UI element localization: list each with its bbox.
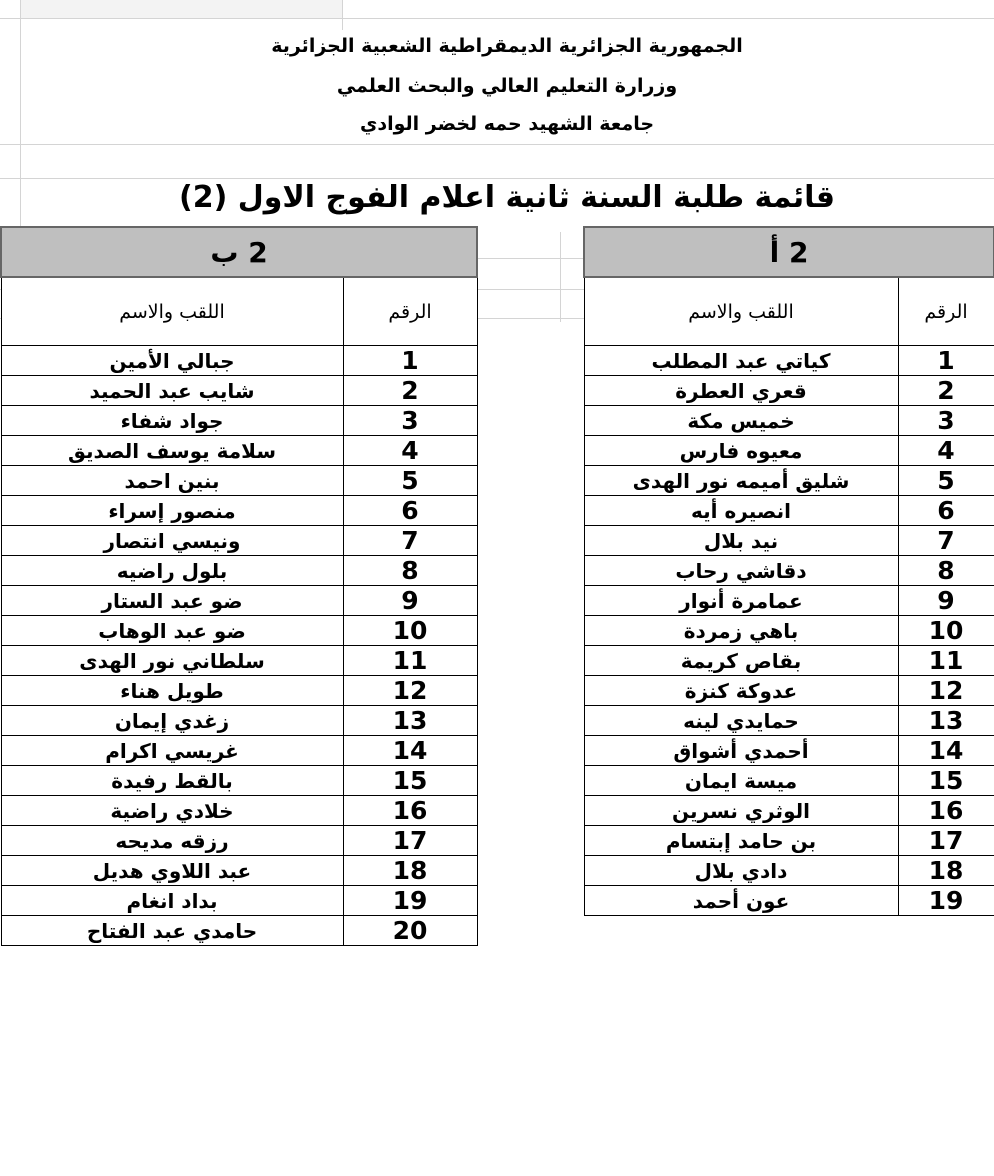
student-name: دادي بلال bbox=[584, 856, 898, 886]
table-row bbox=[584, 856, 994, 886]
student-name: حامدي عبد الفتاح bbox=[1, 916, 343, 946]
student-name: عون أحمد bbox=[584, 886, 898, 916]
student-number: 18 bbox=[343, 856, 477, 886]
student-name: عمامرة أنوار bbox=[584, 586, 898, 616]
student-name: بن حامد إبتسام bbox=[584, 826, 898, 856]
student-number: 9 bbox=[898, 586, 994, 616]
student-number: 19 bbox=[898, 886, 994, 916]
table-row bbox=[584, 796, 994, 826]
student-number: 1 bbox=[343, 346, 477, 376]
table-row bbox=[584, 526, 994, 556]
table-row bbox=[584, 766, 994, 796]
student-name: ونيسي انتصار bbox=[1, 526, 343, 556]
table-row bbox=[1, 706, 477, 736]
table-row bbox=[1, 646, 477, 676]
roster-table-group-a bbox=[583, 226, 994, 916]
table-row bbox=[584, 826, 994, 856]
table-row bbox=[1, 466, 477, 496]
student-name: رزقه مديحه bbox=[1, 826, 343, 856]
student-name: خميس مكة bbox=[584, 406, 898, 436]
student-number: 19 bbox=[343, 886, 477, 916]
table-row bbox=[1, 526, 477, 556]
column-header-name: اللقب والاسم bbox=[584, 277, 898, 346]
student-number: 13 bbox=[343, 706, 477, 736]
header-ministry: وزرارة التعليم العالي والبحث العلمي bbox=[336, 75, 678, 97]
sheet-corner-cell bbox=[20, 0, 342, 18]
student-number: 3 bbox=[343, 406, 477, 436]
group-title: 2 أ bbox=[584, 227, 994, 277]
student-name: عبد اللاوي هديل bbox=[1, 856, 343, 886]
table-row bbox=[584, 466, 994, 496]
group-title: 2 ب bbox=[1, 227, 477, 277]
student-number: 17 bbox=[343, 826, 477, 856]
student-number: 5 bbox=[898, 466, 994, 496]
grid-line bbox=[342, 0, 343, 30]
table-row bbox=[1, 346, 477, 376]
student-name: زغدي إيمان bbox=[1, 706, 343, 736]
student-number: 12 bbox=[898, 676, 994, 706]
student-name: قعري العطرة bbox=[584, 376, 898, 406]
grid-line bbox=[560, 232, 561, 322]
student-name: نيد بلال bbox=[584, 526, 898, 556]
student-number: 10 bbox=[343, 616, 477, 646]
table-row bbox=[1, 436, 477, 466]
student-name: بداد انغام bbox=[1, 886, 343, 916]
table-row bbox=[1, 826, 477, 856]
student-name: منصور إسراء bbox=[1, 496, 343, 526]
table-row bbox=[1, 406, 477, 436]
column-header-number: الرقم bbox=[898, 277, 994, 346]
table-row bbox=[1, 736, 477, 766]
page-title: قائمة طلبة السنة ثانية اعلام الفوج الاول (2) bbox=[179, 180, 835, 215]
student-number: 8 bbox=[343, 556, 477, 586]
student-number: 11 bbox=[343, 646, 477, 676]
table-row bbox=[584, 586, 994, 616]
student-name: بنين احمد bbox=[1, 466, 343, 496]
student-name: جواد شفاء bbox=[1, 406, 343, 436]
table-row bbox=[1, 796, 477, 826]
student-name: سلطاني نور الهدى bbox=[1, 646, 343, 676]
table-row bbox=[584, 706, 994, 736]
table-row bbox=[1, 556, 477, 586]
table-row bbox=[1, 376, 477, 406]
student-name: كياتي عبد المطلب bbox=[584, 346, 898, 376]
column-header-number: الرقم bbox=[343, 277, 477, 346]
student-name: ضو عبد الوهاب bbox=[1, 616, 343, 646]
student-number: 4 bbox=[343, 436, 477, 466]
table-row bbox=[1, 886, 477, 916]
student-name: جبالي الأمين bbox=[1, 346, 343, 376]
student-number: 5 bbox=[343, 466, 477, 496]
student-name: ميسة ايمان bbox=[584, 766, 898, 796]
student-number: 15 bbox=[898, 766, 994, 796]
student-number: 3 bbox=[898, 406, 994, 436]
table-row bbox=[584, 436, 994, 466]
student-name: عدوكة كنزة bbox=[584, 676, 898, 706]
student-number: 11 bbox=[898, 646, 994, 676]
student-number: 10 bbox=[898, 616, 994, 646]
student-name: معيوه فارس bbox=[584, 436, 898, 466]
student-number: 2 bbox=[898, 376, 994, 406]
student-number: 14 bbox=[898, 736, 994, 766]
table-row bbox=[1, 916, 477, 946]
student-number: 16 bbox=[898, 796, 994, 826]
table-row bbox=[1, 586, 477, 616]
roster-table-group-b bbox=[0, 226, 478, 946]
student-number: 12 bbox=[343, 676, 477, 706]
student-number: 7 bbox=[898, 526, 994, 556]
student-number: 20 bbox=[343, 916, 477, 946]
student-name: انصيره أيه bbox=[584, 496, 898, 526]
table-row bbox=[1, 856, 477, 886]
table-row bbox=[584, 496, 994, 526]
student-number: 1 bbox=[898, 346, 994, 376]
student-number: 18 bbox=[898, 856, 994, 886]
student-number: 15 bbox=[343, 766, 477, 796]
student-number: 8 bbox=[898, 556, 994, 586]
table-row bbox=[584, 346, 994, 376]
table-row bbox=[1, 496, 477, 526]
table-row bbox=[584, 676, 994, 706]
student-number: 16 bbox=[343, 796, 477, 826]
table-row bbox=[1, 766, 477, 796]
student-name: سلامة يوسف الصديق bbox=[1, 436, 343, 466]
table-row bbox=[584, 556, 994, 586]
header-university: جامعة الشهيد حمه لخضر الوادي bbox=[359, 113, 655, 135]
student-number: 6 bbox=[343, 496, 477, 526]
student-number: 6 bbox=[898, 496, 994, 526]
table-row bbox=[584, 616, 994, 646]
column-header-name: اللقب والاسم bbox=[1, 277, 343, 346]
student-number: 4 bbox=[898, 436, 994, 466]
grid-line bbox=[0, 144, 994, 145]
roster-rows bbox=[584, 346, 994, 916]
student-number: 13 bbox=[898, 706, 994, 736]
student-number: 14 bbox=[343, 736, 477, 766]
student-name: طويل هناء bbox=[1, 676, 343, 706]
student-name: بالقط رفيدة bbox=[1, 766, 343, 796]
student-name: بلول راضيه bbox=[1, 556, 343, 586]
student-name: شليق أميمه نور الهدى bbox=[584, 466, 898, 496]
student-name: دقاشي رحاب bbox=[584, 556, 898, 586]
table-row bbox=[1, 616, 477, 646]
student-name: أحمدي أشواق bbox=[584, 736, 898, 766]
table-row bbox=[584, 376, 994, 406]
table-row bbox=[584, 736, 994, 766]
table-row bbox=[584, 406, 994, 436]
student-name: باهي زمردة bbox=[584, 616, 898, 646]
student-name: ضو عبد الستار bbox=[1, 586, 343, 616]
student-name: حمايدي لينه bbox=[584, 706, 898, 736]
table-row bbox=[1, 676, 477, 706]
roster-rows bbox=[1, 346, 477, 946]
table-row bbox=[584, 886, 994, 916]
student-number: 9 bbox=[343, 586, 477, 616]
student-number: 2 bbox=[343, 376, 477, 406]
student-name: غريسي اكرام bbox=[1, 736, 343, 766]
student-name: الوثري نسرين bbox=[584, 796, 898, 826]
table-row bbox=[584, 646, 994, 676]
student-number: 17 bbox=[898, 826, 994, 856]
grid-line bbox=[0, 18, 994, 19]
header-country: الجمهورية الجزائرية الديمقراطية الشعبية الجزائرية bbox=[271, 35, 743, 57]
student-name: خلادي راضية bbox=[1, 796, 343, 826]
student-name: شايب عبد الحميد bbox=[1, 376, 343, 406]
student-name: بقاص كريمة bbox=[584, 646, 898, 676]
student-number: 7 bbox=[343, 526, 477, 556]
